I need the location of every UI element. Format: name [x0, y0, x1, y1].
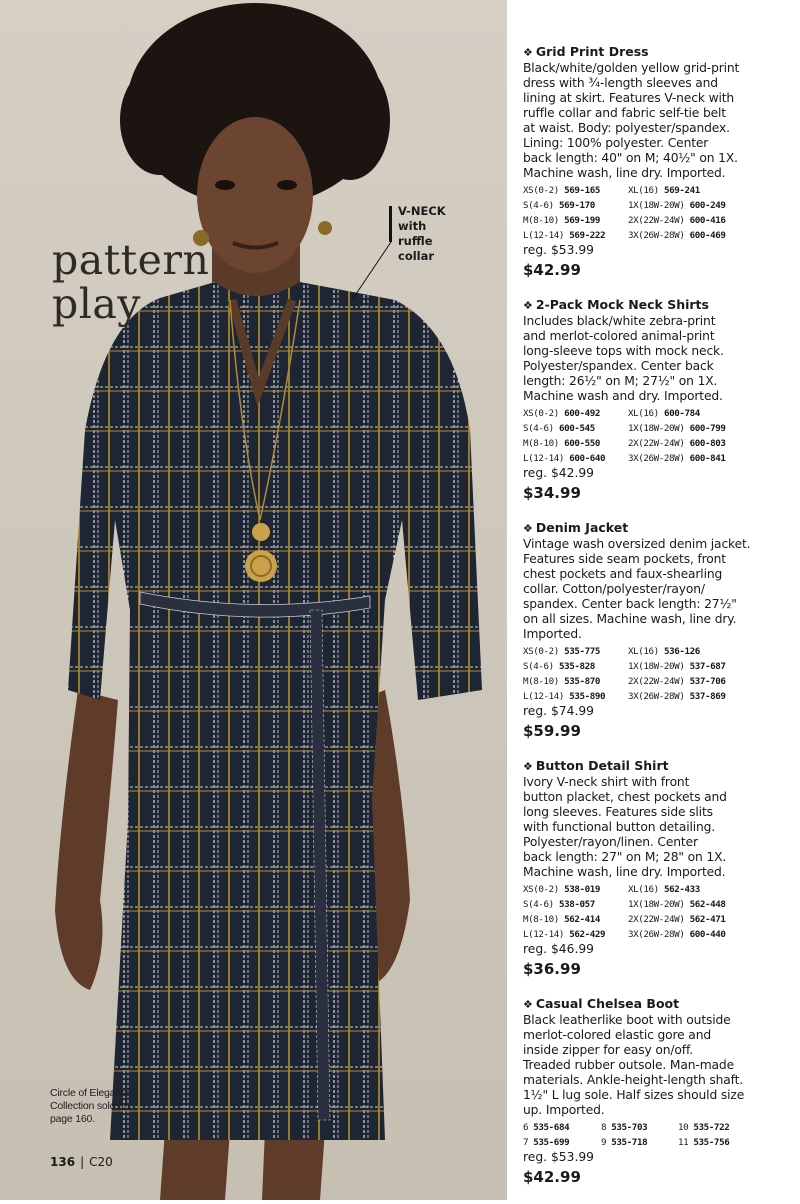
description-line: long sleeves. Features side slits — [523, 805, 713, 819]
product-title-text: Grid Print Dress — [535, 44, 649, 59]
sku-entry — [628, 897, 795, 912]
sku-entry — [601, 1135, 678, 1150]
sku-size: 1X(18W-20W) — [628, 661, 685, 672]
product-title — [523, 44, 795, 61]
collection-note-line: Collection sold on — [50, 1100, 130, 1112]
sku-code: 537-687 — [689, 661, 726, 672]
sku-code: 600-492 — [564, 408, 600, 419]
headline-line: play — [52, 280, 141, 328]
regular-price: reg. $46.99 — [523, 942, 595, 956]
regular-price: reg. $53.99 — [523, 243, 595, 257]
product-description — [523, 775, 795, 880]
sku-entry — [523, 882, 628, 897]
description-line: Polyester/rayon/linen. Center — [523, 835, 698, 849]
description-line: Machine wash, line dry. Imported. — [523, 166, 726, 180]
product-description — [523, 314, 795, 404]
collection-note — [50, 1087, 132, 1126]
sku-code: 535-775 — [564, 646, 600, 657]
sku-grid — [523, 183, 795, 243]
description-line: chest pockets and faux-shearling — [523, 567, 723, 581]
product-block — [523, 44, 795, 280]
sku-size: 9 — [601, 1137, 607, 1148]
sku-code: 562-414 — [564, 914, 600, 925]
sku-code: 538-057 — [558, 899, 595, 910]
sku-size: XS(0-2) — [523, 185, 559, 196]
sku-entry — [523, 674, 628, 689]
sale-price: $36.99 — [523, 960, 581, 978]
sku-size: M(8-10) — [523, 914, 559, 925]
sku-size: XL(16) — [628, 646, 659, 657]
description-line: button placket, chest pockets and — [523, 790, 727, 804]
sku-size: L(12-14) — [523, 929, 565, 940]
regular-price: reg. $42.99 — [523, 466, 595, 480]
description-line: Machine wash and dry. Imported. — [523, 389, 723, 403]
product-title-text: Denim Jacket — [535, 520, 629, 535]
sku-size: 3X(26W-28W) — [628, 453, 685, 464]
sku-size: 10 — [678, 1122, 689, 1133]
sku-code: 535-756 — [693, 1137, 730, 1148]
sku-entry — [628, 436, 795, 451]
sku-code: 535-684 — [533, 1122, 570, 1133]
sku-size: S(4-6) — [523, 200, 554, 211]
sku-entry — [628, 674, 795, 689]
sale-price: $42.99 — [523, 1168, 581, 1186]
sku-size: L(12-14) — [523, 691, 565, 702]
product-description — [523, 537, 795, 642]
sku-size: XL(16) — [628, 884, 659, 895]
product-block — [523, 758, 795, 979]
sku-code: 600-416 — [689, 215, 726, 226]
sku-size: 1X(18W-20W) — [628, 423, 685, 434]
sku-code: 535-828 — [558, 661, 595, 672]
sku-size: 11 — [678, 1137, 689, 1148]
sku-code: 536-126 — [663, 646, 700, 657]
sku-entry — [628, 198, 795, 213]
product-block — [523, 996, 795, 1187]
sku-entry — [523, 421, 628, 436]
sku-entry — [628, 882, 795, 897]
description-line: Imported. — [523, 627, 582, 641]
sku-code: 600-469 — [689, 230, 726, 241]
sku-size: L(12-14) — [523, 453, 565, 464]
sku-size: S(4-6) — [523, 423, 554, 434]
sku-entry — [628, 421, 795, 436]
sku-code: 569-170 — [558, 200, 595, 211]
sku-code: 538-019 — [564, 884, 600, 895]
sku-size: 8 — [601, 1122, 607, 1133]
product-block — [523, 520, 795, 741]
sku-grid — [523, 882, 795, 942]
sku-code: 600-545 — [558, 423, 595, 434]
sku-entry — [523, 198, 628, 213]
sku-grid — [523, 1120, 795, 1150]
sku-size: M(8-10) — [523, 438, 559, 449]
sku-size: 3X(26W-28W) — [628, 929, 685, 940]
sku-code: 600-841 — [689, 453, 726, 464]
description-line: collar. Cotton/polyester/rayon/ — [523, 582, 705, 596]
sku-size: 6 — [523, 1122, 529, 1133]
sku-code: 562-448 — [689, 899, 726, 910]
product-title-text: Casual Chelsea Boot — [535, 996, 680, 1011]
sku-entry — [628, 659, 795, 674]
sku-size: M(8-10) — [523, 676, 559, 687]
sku-entry — [523, 451, 628, 466]
description-line: up. Imported. — [523, 1103, 605, 1117]
sku-entry — [601, 1120, 678, 1135]
sku-size: XL(16) — [628, 185, 659, 196]
page-number: 136 — [50, 1155, 76, 1169]
product-block — [523, 297, 795, 503]
sku-size: S(4-6) — [523, 661, 554, 672]
sku-entry — [523, 644, 628, 659]
sku-code: 600-249 — [689, 200, 726, 211]
sku-entry — [628, 213, 795, 228]
headline-line: pattern — [52, 236, 210, 284]
description-line: on all sizes. Machine wash, line dry. — [523, 612, 737, 626]
diamond-bullet-icon: ❖ — [523, 299, 533, 312]
sku-size: XL(16) — [628, 408, 659, 419]
sku-size: L(12-14) — [523, 230, 565, 241]
description-line: and merlot-colored animal-print — [523, 329, 715, 343]
sku-code: 562-471 — [689, 914, 726, 925]
sku-code: 535-718 — [611, 1137, 648, 1148]
sku-size: 1X(18W-20W) — [628, 899, 685, 910]
sku-entry — [523, 1120, 601, 1135]
product-title — [523, 520, 795, 537]
sku-size: M(8-10) — [523, 215, 559, 226]
sku-code: 600-799 — [689, 423, 726, 434]
sku-entry — [523, 183, 628, 198]
sku-code: 535-703 — [611, 1122, 648, 1133]
description-line: Ivory V-neck shirt with front — [523, 775, 690, 789]
sku-code: 569-241 — [663, 185, 700, 196]
description-line: long-sleeve tops with mock neck. — [523, 344, 724, 358]
sku-entry — [523, 659, 628, 674]
sku-entry — [628, 927, 795, 942]
description-line: back length: 40" on M; 40½" on 1X. — [523, 151, 738, 165]
sku-size: 7 — [523, 1137, 529, 1148]
description-line: length: 26½" on M; 27½" on 1X. — [523, 374, 718, 388]
description-line: Black leatherlike boot with outside — [523, 1013, 731, 1027]
description-line: Machine wash, line dry. Imported. — [523, 865, 726, 879]
description-line: spandex. Center back length: 27½" — [523, 597, 737, 611]
sku-entry — [628, 689, 795, 704]
product-title — [523, 996, 795, 1013]
sku-size: 1X(18W-20W) — [628, 200, 685, 211]
description-line: Black/white/golden yellow grid-print — [523, 61, 740, 75]
sku-code: 569-165 — [564, 185, 600, 196]
description-line: lining at skirt. Features V-neck with — [523, 91, 735, 105]
sku-code: 537-869 — [689, 691, 726, 702]
description-line: back length: 27" on M; 28" on 1X. — [523, 850, 727, 864]
sku-code: 569-222 — [569, 230, 606, 241]
sku-code: 537-706 — [689, 676, 726, 687]
product-description — [523, 1013, 795, 1118]
product-copy-column — [523, 44, 795, 1204]
diamond-bullet-icon: ❖ — [523, 46, 533, 59]
sku-entry — [523, 912, 628, 927]
sku-code: 600-803 — [689, 438, 726, 449]
sku-grid — [523, 644, 795, 704]
description-line: Includes black/white zebra-print — [523, 314, 716, 328]
page-folio — [50, 1155, 113, 1169]
collection-note-line: Circle of Elegance — [50, 1087, 132, 1099]
description-line: materials. Ankle-height-length shaft. — [523, 1073, 744, 1087]
description-line: merlot-colored elastic gore and — [523, 1028, 711, 1042]
sku-entry — [523, 927, 628, 942]
regular-price: reg. $53.99 — [523, 1150, 595, 1164]
sku-grid — [523, 406, 795, 466]
sku-entry — [523, 1135, 601, 1150]
sku-code: 562-429 — [569, 929, 606, 940]
sku-entry — [523, 897, 628, 912]
regular-price: reg. $74.99 — [523, 704, 595, 718]
sku-code: 535-722 — [693, 1122, 730, 1133]
sku-entry — [628, 228, 795, 243]
product-title-text: Button Detail Shirt — [535, 758, 669, 773]
sku-size: 3X(26W-28W) — [628, 691, 685, 702]
collection-note-line: page 160. — [50, 1113, 95, 1125]
description-line: Polyester/spandex. Center back — [523, 359, 714, 373]
product-title — [523, 758, 795, 775]
description-line: with functional button detailing. — [523, 820, 716, 834]
sku-entry — [523, 406, 628, 421]
description-line: Vintage wash oversized denim jacket. — [523, 537, 751, 551]
description-line: inside zipper for easy on/off. — [523, 1043, 693, 1057]
callout-line: ruffle — [398, 234, 433, 248]
sku-entry — [628, 451, 795, 466]
sku-code: 535-699 — [533, 1137, 570, 1148]
sale-price: $59.99 — [523, 722, 581, 740]
sku-entry — [523, 689, 628, 704]
sku-entry — [628, 183, 795, 198]
sku-code: 535-890 — [569, 691, 606, 702]
sku-size: 2X(22W-24W) — [628, 215, 685, 226]
description-line: dress with ¾-length sleeves and — [523, 76, 718, 90]
sku-size: XS(0-2) — [523, 884, 559, 895]
sku-code: 600-640 — [569, 453, 606, 464]
sku-size: 2X(22W-24W) — [628, 914, 685, 925]
sku-entry — [523, 436, 628, 451]
sku-entry — [678, 1120, 768, 1135]
callout-line: collar — [398, 249, 435, 263]
sku-size: XS(0-2) — [523, 646, 559, 657]
product-description — [523, 61, 795, 181]
sku-entry — [628, 644, 795, 659]
description-line: Features side seam pockets, front — [523, 552, 726, 566]
sku-code: 569-199 — [564, 215, 600, 226]
sku-code: 600-440 — [689, 929, 726, 940]
description-line: Treaded rubber outsole. Man-made — [523, 1058, 734, 1072]
callout-pointer-line — [0, 0, 507, 320]
callout-line: with — [398, 219, 427, 233]
sku-code: 600-784 — [663, 408, 700, 419]
sale-price: $34.99 — [523, 484, 581, 502]
sku-entry — [628, 912, 795, 927]
sku-size: 2X(22W-24W) — [628, 676, 685, 687]
diamond-bullet-icon: ❖ — [523, 522, 533, 535]
sku-size: 3X(26W-28W) — [628, 230, 685, 241]
sku-code: 535-870 — [564, 676, 600, 687]
sku-entry — [628, 406, 795, 421]
diamond-bullet-icon: ❖ — [523, 998, 533, 1011]
sale-price: $42.99 — [523, 261, 581, 279]
catalog-code: C20 — [89, 1155, 113, 1169]
sku-entry — [678, 1135, 768, 1150]
sku-code: 600-550 — [564, 438, 600, 449]
v-neck-callout — [398, 204, 446, 264]
product-title — [523, 297, 795, 314]
description-line: at waist. Body: polyester/spandex. — [523, 121, 730, 135]
product-title-text: 2-Pack Mock Neck Shirts — [535, 297, 709, 312]
sku-size: 2X(22W-24W) — [628, 438, 685, 449]
sku-code: 562-433 — [663, 884, 700, 895]
folio-separator: | — [80, 1155, 85, 1169]
sku-entry — [523, 213, 628, 228]
description-line: Lining: 100% polyester. Center — [523, 136, 709, 150]
description-line: 1½" L lug sole. Half sizes should size — [523, 1088, 745, 1102]
diamond-bullet-icon: ❖ — [523, 760, 533, 773]
description-line: ruffle collar and fabric self-tie belt — [523, 106, 726, 120]
sku-size: XS(0-2) — [523, 408, 559, 419]
sku-entry — [523, 228, 628, 243]
callout-line: V-NECK — [398, 204, 446, 218]
sku-size: S(4-6) — [523, 899, 554, 910]
